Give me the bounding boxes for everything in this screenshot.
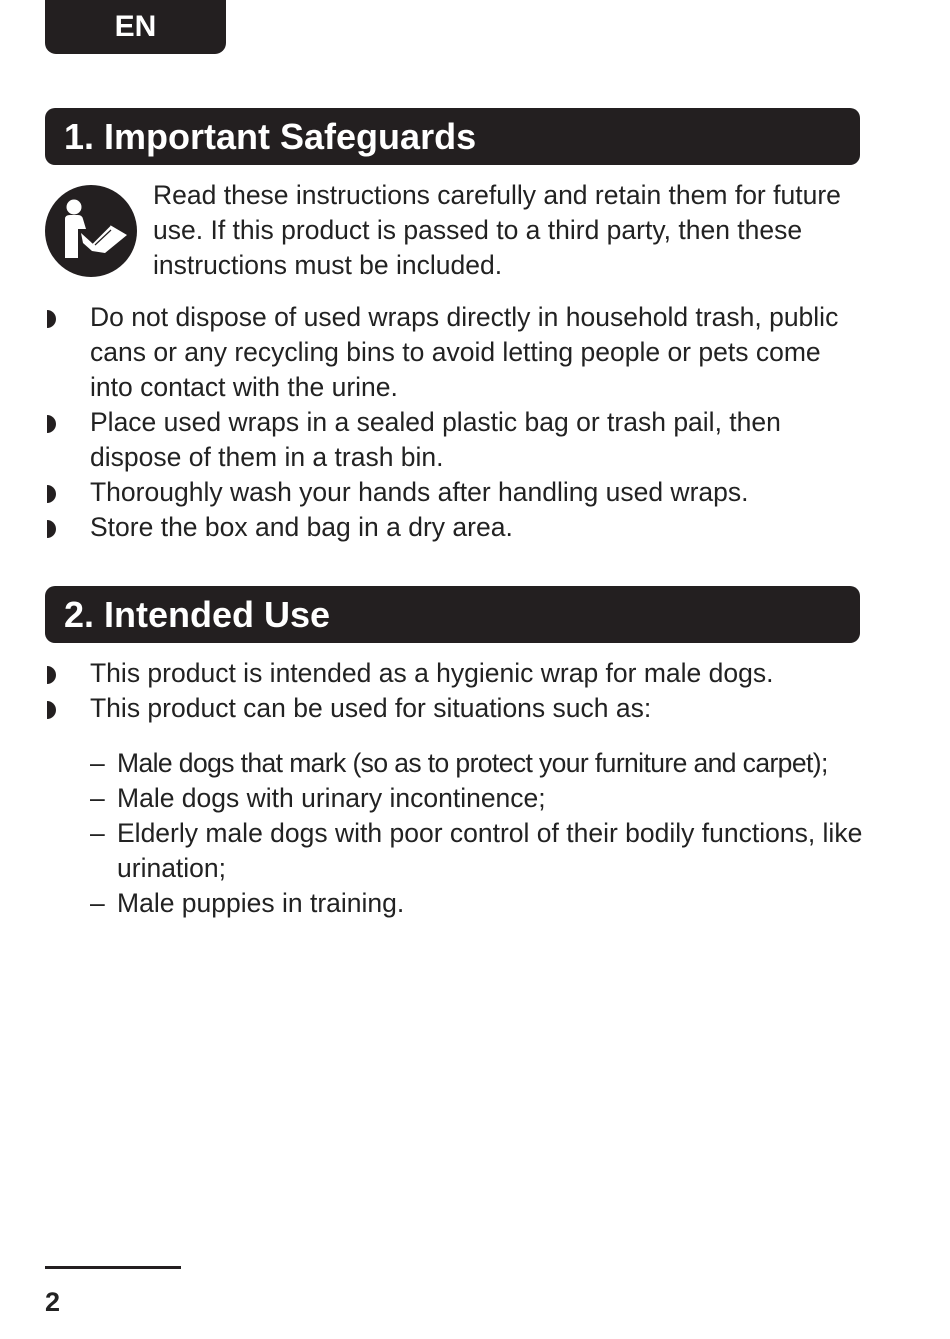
dash-icon: – (90, 748, 105, 778)
safeguards-list (45, 300, 855, 545)
footer-rule (45, 1266, 181, 1269)
sub-list-item-text: Elderly male dogs with poor control of their bodily functions, like urination; (117, 818, 863, 883)
list-item (45, 691, 855, 726)
intended-use-list (45, 656, 855, 726)
sub-list-item (90, 746, 865, 781)
situations-list (90, 746, 865, 921)
list-item-text: This product can be used for situations such as: (90, 693, 652, 723)
read-manual-icon (45, 185, 137, 277)
dash-icon: – (90, 888, 105, 918)
sub-list-item (90, 816, 865, 886)
list-item (45, 475, 855, 510)
dash-icon: – (90, 783, 105, 813)
section-title-intended-use: 2. Intended Use (45, 586, 860, 643)
sub-list-item (90, 781, 865, 816)
section-title-important-safeguards: 1. Important Safeguards (45, 108, 860, 165)
list-item-text: Do not dispose of used wraps directly in household trash, public cans or any recycling bins to avoid letting people or pets come into contact with the urine. (90, 302, 839, 402)
bullet-icon (47, 310, 56, 328)
sub-list-item-text: Male dogs that mark (so as to protect your furniture and carpet); (117, 748, 828, 778)
list-item-text: Store the box and bag in a dry area. (90, 512, 513, 542)
list-item (45, 300, 855, 405)
list-item-text: Place used wraps in a sealed plastic bag or trash pail, then dispose of them in a trash bin. (90, 407, 781, 472)
bullet-icon (47, 701, 56, 719)
list-item-text: This product is intended as a hygienic wrap for male dogs. (90, 658, 774, 688)
language-tab: EN (45, 0, 226, 54)
list-item-text: Thoroughly wash your hands after handling used wraps. (90, 477, 749, 507)
bullet-icon (47, 666, 56, 684)
sub-list-item-text: Male puppies in training. (117, 888, 405, 918)
intro-text: Read these instructions carefully and retain them for future use. If this product is passed to a third party, then these instructions must be included. (153, 180, 841, 280)
bullet-icon (47, 520, 56, 538)
sub-list-item-text: Male dogs with urinary incontinence; (117, 783, 546, 813)
page-number: 2 (45, 1287, 61, 1317)
dash-icon: – (90, 818, 105, 848)
sub-list-item (90, 886, 865, 921)
bullet-icon (47, 485, 56, 503)
bullet-icon (47, 415, 56, 433)
list-item (45, 405, 855, 475)
list-item (45, 510, 855, 545)
list-item (45, 656, 855, 691)
